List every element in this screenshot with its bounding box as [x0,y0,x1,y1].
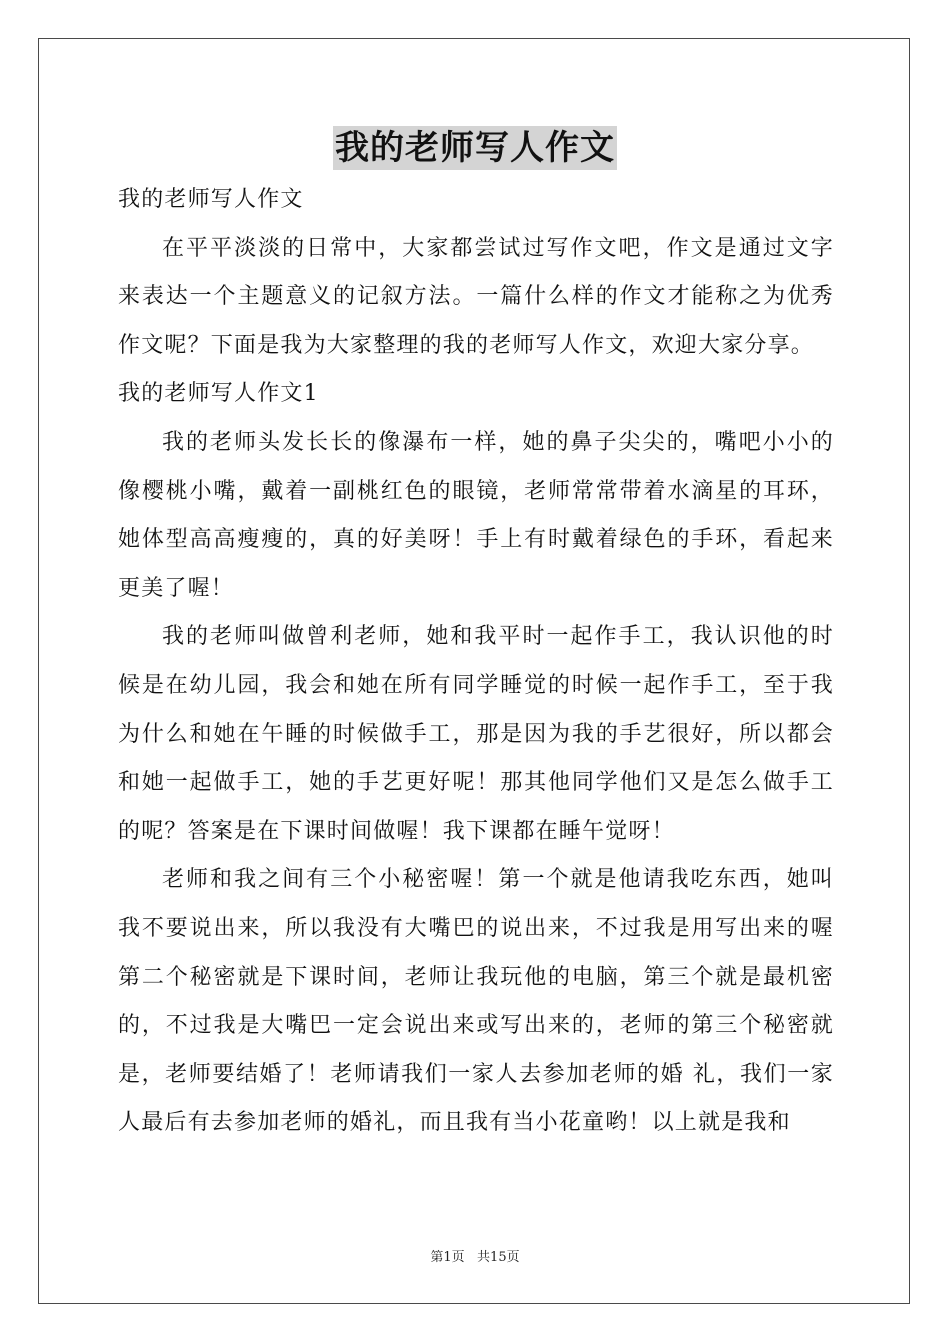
body-paragraph: 我的老师头发长长的像瀑布一样，她的鼻子尖尖的，嘴吧小小的像樱桃小嘴，戴着一副桃红色的眼镜，老师常常带着水滴星的耳环，她体型高高瘦瘦的，真的好美呀！手上有时戴着绿色的手环，看起来更美了喔！ [118,429,834,601]
intro-paragraph: 在平平淡淡的日常中，大家都尝试过写作文吧，作文是通过文字来表达一个主题意义的记叙方法。一篇什么样的作文才能称之为优秀作文呢？下面是我为大家整理的我的老师写人作文，欢迎大家分享。 [118,235,834,358]
subtitle-line: 我的老师写人作文 [118,187,304,212]
page-number: 第1页 共15页 [430,1250,520,1265]
page-footer [0,1246,950,1265]
body-paragraph: 老师和我之间有三个小秘密喔！第一个就是他请我吃东西，她叫我不要说出来，所以我没有大嘴巴的说出来，不过我是用写出来的喔第二个秘密就是下课时间，老师让我玩他的电脑，第三个就是最机密的，不过我是大嘴巴一定会说出来或写出来的，老师的第三个秘密就是，老师要结婚了！老师请我们一家人去参加老师的婚 礼，我们一家人最后有去参加老师的婚礼，而且我有当小花童哟！以上就是我和 [118,867,834,1136]
section-heading: 我的老师写人作文1 [118,381,319,407]
title-area [0,126,950,170]
document-title: 我的老师写人作文 [335,128,615,168]
body-paragraph: 我的老师叫做曾利老师，她和我平时一起作手工，我认识他的时候是在幼儿园，我会和她在所有同学睡觉的时候一起作手工，至于我为什么和她在午睡的时候做手工，那是因为我的手艺很好，所以都会和她一起做手工，她的手艺更好呢！那其他同学他们又是怎么做手工的呢？答案是在下课时间做喔！我下课都在睡午觉呀！ [118,624,834,844]
document-body [118,176,834,1148]
